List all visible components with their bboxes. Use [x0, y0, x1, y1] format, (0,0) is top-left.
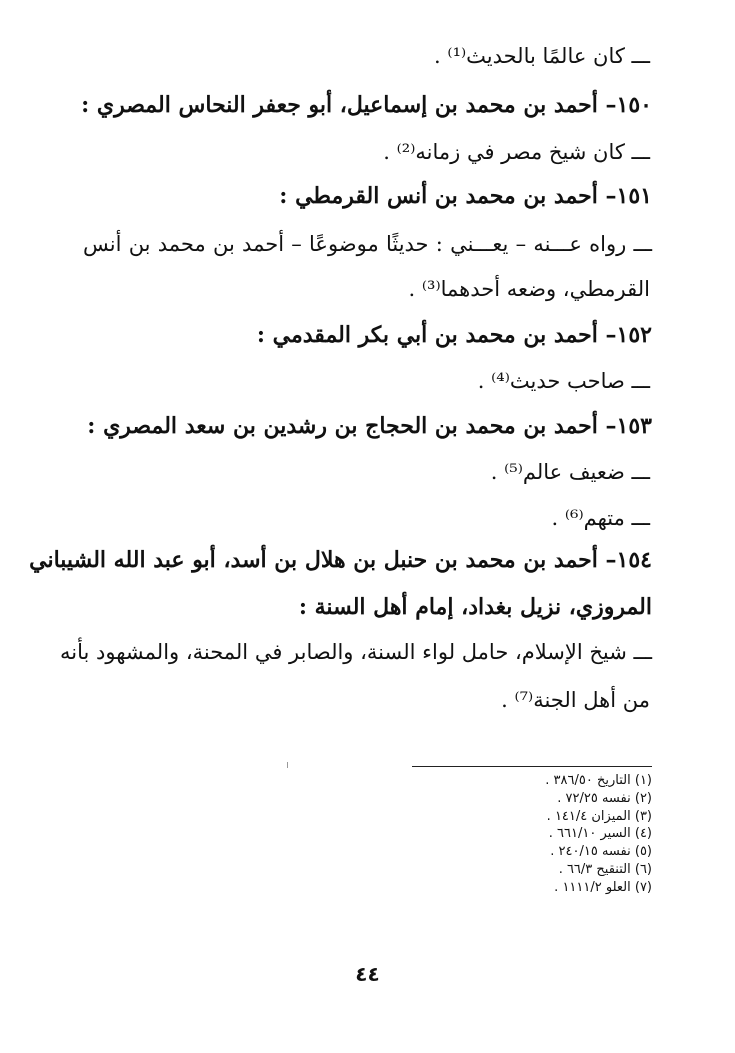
footnote-1: (١) التاريخ ٣٨٦/٥٠ . [545, 773, 652, 788]
page-speck [287, 762, 288, 768]
footnote-3: (٣) الميزان ١٤١/٤ . [546, 808, 652, 824]
text-line-8: ـــ صاحب حديث⁽⁴⁾ . [477, 369, 650, 393]
footnotes [412, 772, 652, 897]
footnote-separator [412, 766, 652, 767]
text-line-11: ـــ متهم⁽⁶⁾ . [551, 506, 650, 530]
entry-heading-151: ١٥١– أحمد بن محمد بن أنس القرمطي : [279, 183, 652, 209]
entry-heading-154-continued: المروزي، نزيل بغداد، إمام أهل السنة : [298, 594, 652, 620]
entry-heading-154: ١٥٤– أحمد بن محمد بن حنبل بن هلال بن أسد، أبو عبد الله الشيباني [29, 547, 652, 573]
text-line-10: ـــ ضعيف عالم⁽⁵⁾ . [490, 460, 650, 484]
text-line-6: القرمطي، وضعه أحدهما⁽³⁾ . [408, 277, 650, 301]
entry-heading-152: ١٥٢– أحمد بن محمد بن أبي بكر المقدمي : [256, 322, 652, 348]
text-line-1: ـــ كان عالمًا بالحديث⁽¹⁾ . [434, 44, 650, 68]
footnote-7: (٧) العلو ١١١١/٢ . [554, 879, 652, 895]
text-line-5: ـــ رواه عـــنه – يعـــني : حديثًا موضوعًا – أحمد بن محمد بن أنس [83, 232, 652, 256]
footnote-6: (٦) التنقيح ٦٦/٣ . [558, 861, 652, 877]
footnote-2: (٢) نفسه ٧٢/٢٥ . [557, 790, 652, 806]
text-line-15: من أهل الجنة⁽⁷⁾ . [501, 688, 650, 712]
entry-heading-153: ١٥٣– أحمد بن محمد بن الحجاج بن رشدين بن سعد المصري : [87, 413, 652, 439]
page-number: ٤٤ [355, 962, 380, 986]
footnote-4: (٤) السير ٦٦١/١٠ . [548, 826, 652, 842]
footnote-5: (٥) نفسه ٢٤٠/١٥ . [550, 844, 652, 860]
entry-heading-150: ١٥٠– أحمد بن محمد بن إسماعيل، أبو جعفر النحاس المصري : [81, 92, 652, 118]
text-line-14: ـــ شيخ الإسلام، حامل لواء السنة، والصابر في المحنة، والمشهود بأنه [60, 640, 652, 664]
text-line-3: ـــ كان شيخ مصر في زمانه⁽²⁾ . [383, 140, 650, 164]
